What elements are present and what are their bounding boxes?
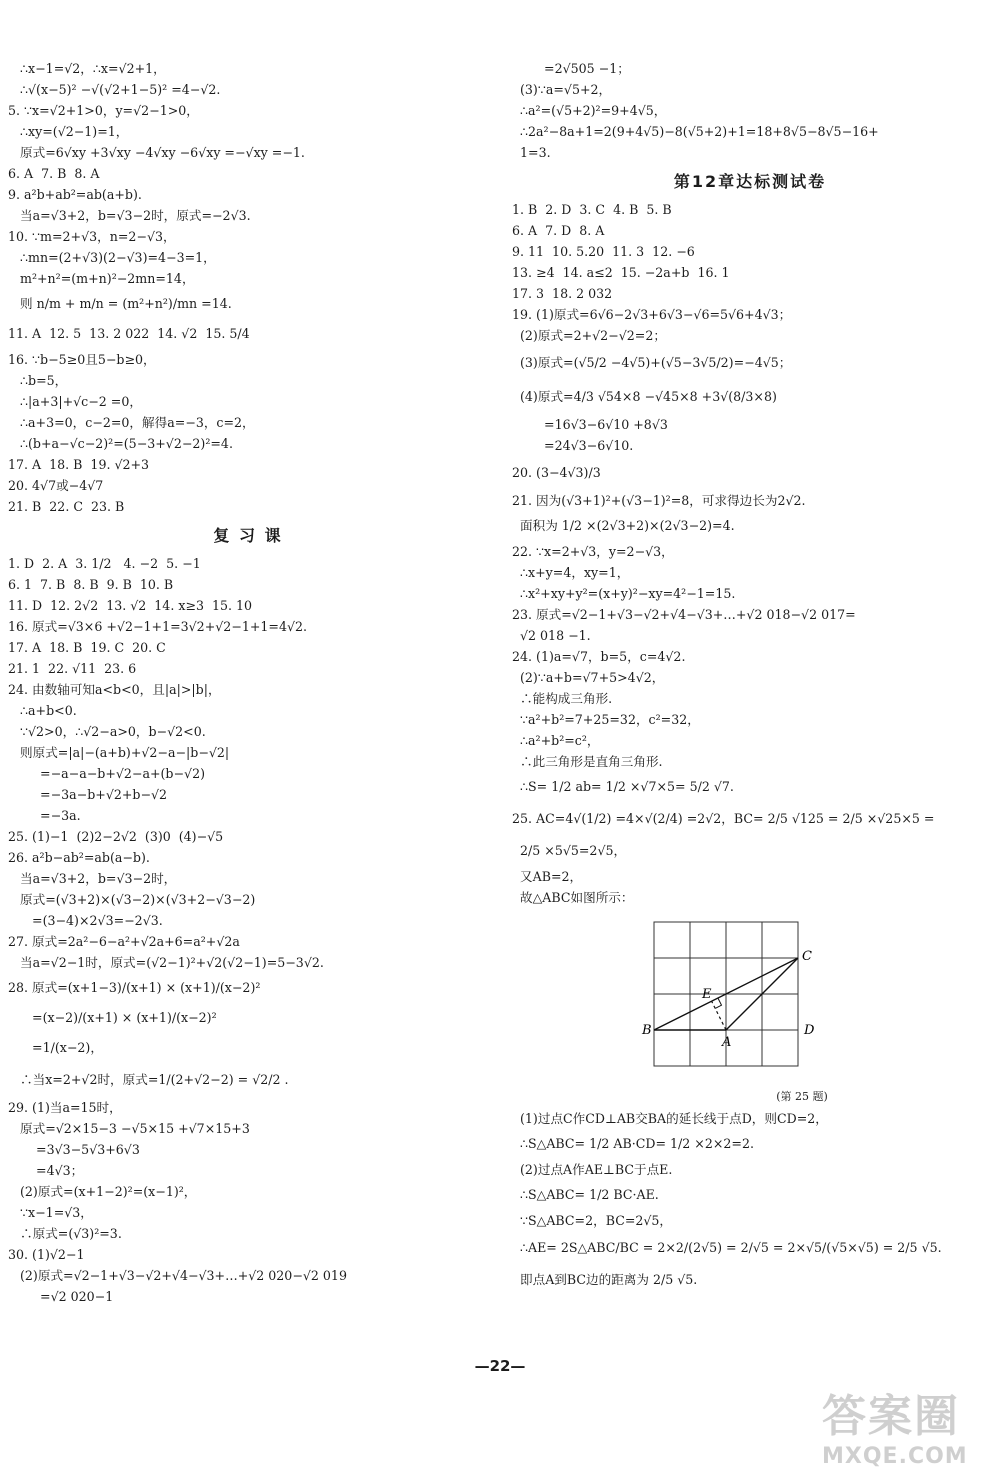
answer-line: 原式=(√3+2)×(√3−2)×(√3+2−√3−2) (8, 892, 256, 907)
answer-line: 11. D 12. 2√2 13. √2 14. x≥3 15. 10 (8, 598, 253, 613)
answer-line: (2)过点A作AE⊥BC于点E. (512, 1162, 673, 1177)
answer-line: =−3a−b+√2+b−√2 (8, 787, 168, 802)
section-title: 复 习 课 (213, 526, 283, 545)
answer-line: ∴AE= 2S△ABC/BC = 2×2/(2√5) = 2/√5 = 2×√5/(√5×√5) = 2/5 √5. (512, 1240, 942, 1255)
answer-line: 21. 1 22. √11 23. 6 (8, 661, 137, 676)
answer-line: 16. 原式=√3×6 +√2−1+1=3√2+√2−1+1=4√2. (8, 619, 308, 634)
answer-line: 9. 11 10. 5.20 11. 3 12. −6 (512, 244, 695, 259)
answer-line: (3)∵a=√5+2， (512, 82, 612, 97)
answer-line: 21. 因为(√3+1)²+(√3−1)²=8，可求得边长为2√2. (512, 493, 806, 508)
answer-line: 26. a²b−ab²=ab(a−b). (8, 850, 150, 865)
answer-line: 10. ∵m=2+√3，n=2−√3， (8, 229, 176, 244)
answer-line: 当a=√3+2，b=√3−2时，原式=−2√3. (8, 208, 251, 223)
answer-line: ∴(b+a−√c−2)²=(5−3+√2−2)²=4. (8, 436, 233, 451)
answer-line: 25. AC=4√(1/2) =4×√(2/4) =2√2，BC= 2/5 √125 = 2/5 ×√25×5 = (512, 811, 935, 826)
answer-line: =4√3； (8, 1163, 84, 1178)
answer-line: =(x−2)/(x+1) × (x+1)/(x−2)² (8, 1010, 217, 1025)
answer-line: 13. ≥4 14. a≤2 15. −2a+b 16. 1 (512, 265, 730, 280)
answer-line: ∴能构成三角形. (512, 691, 613, 706)
answer-line: 17. A 18. B 19. √2+3 (8, 457, 150, 472)
answer-line: m²+n²=(m+n)²−2mn=14， (8, 271, 195, 286)
answer-line: 11. A 12. 5 13. 2 022 14. √2 15. 5/4 (8, 326, 250, 341)
answer-line: =3√3−5√3+6√3 (8, 1142, 140, 1157)
answer-line: ∴x−1=√2，∴x=√2+1， (8, 61, 166, 76)
answer-line: ∴x+y=4，xy=1， (512, 565, 630, 580)
label-a: A (722, 1035, 732, 1050)
answer-line: 面积为 1/2 ×(2√3+2)×(2√3−2)=4. (512, 518, 735, 533)
answer-line: (1)过点C作CD⊥AB交BA的延长线于点D，则CD=2， (512, 1111, 828, 1126)
answer-line: 22. ∵x=2+√3，y=2−√3， (512, 544, 674, 559)
answer-line: ∵S△ABC=2，BC=2√5， (512, 1213, 673, 1228)
answer-line: 原式=√2×15−3 −√5×15 +√7×15+3 (8, 1121, 250, 1136)
answer-line: ∴a²+b²=c²， (512, 733, 600, 748)
answer-line: 25. (1)−1 (2)2−2√2 (3)0 (4)−√5 (8, 829, 224, 844)
answer-line: ∴a+b<0. (8, 703, 77, 718)
answer-line: 6. A 7. B 8. A (8, 166, 100, 181)
answer-line: =(3−4)×2√3=−2√3. (8, 913, 163, 928)
answer-line: =√2 020−1 (8, 1289, 114, 1304)
answer-line: 当a=√2−1时，原式=(√2−1)²+√2(√2−1)=5−3√2. (8, 955, 324, 970)
figure-caption: (第 25 题) (776, 1090, 828, 1103)
answer-line: 20. 4√7或−4√7 (8, 478, 104, 493)
answer-line: =−3a. (8, 808, 81, 823)
answer-line: ∴S△ABC= 1/2 AB·CD= 1/2 ×2×2=2. (512, 1136, 754, 1151)
answer-line: ∴√(x−5)² −√(√2+1−5)² =4−√2. (8, 82, 221, 97)
answer-line: ∴当x=2+√2时，原式=1/(2+√2−2) = √2/2 . (8, 1072, 289, 1087)
answer-line: ∴x²+xy+y²=(x+y)²−xy=4²−1=15. (512, 586, 736, 601)
answer-line: 故△ABC如图所示： (512, 890, 634, 905)
watermark-bottom: MXQE.COM (822, 1444, 968, 1469)
figure-25 (512, 912, 988, 1104)
left-column (8, 58, 488, 1307)
answer-line: ∴原式=(√3)²=3. (8, 1226, 122, 1241)
answer-line: √2 018 −1. (512, 628, 591, 643)
answer-line: 6. 1 7. B 8. B 9. B 10. B (8, 577, 174, 592)
answer-line: 则原式=|a|−(a+b)+√2−a−|b−√2| (8, 745, 230, 760)
answer-line: 即点A到BC边的距离为 2/5 √5. (512, 1272, 698, 1287)
answer-line: =24√3−6√10. (512, 438, 634, 453)
answer-line: ∴xy=(√2−1)=1， (8, 124, 129, 139)
answer-line: (2)原式=2+√2−√2=2； (512, 328, 666, 343)
answer-line: 又AB=2， (512, 869, 583, 884)
altitude-ae (712, 1001, 726, 1030)
answer-line: 1. B 2. D 3. C 4. B 5. B (512, 202, 672, 217)
label-c: C (802, 949, 812, 964)
watermark-top: 答案圈 (822, 1391, 960, 1442)
answer-line: ∴此三角形是直角三角形. (512, 754, 663, 769)
answer-line: ∴S△ABC= 1/2 BC·AE. (512, 1187, 659, 1202)
answer-line: 原式=6√xy +3√xy −4√xy −6√xy =−√xy =−1. (8, 145, 305, 160)
answer-line: 24. (1)a=√7，b=5，c=4√2. (512, 649, 686, 664)
answer-line: ∴b=5， (8, 373, 68, 388)
label-d: D (804, 1023, 815, 1038)
answer-line: 29. (1)当a=15时， (8, 1100, 122, 1115)
answer-line: (2)∵a+b=√7+5>4√2， (512, 670, 665, 685)
answer-line: (2)原式=√2−1+√3−√2+√4−√3+…+√2 020−√2 019 (8, 1268, 347, 1283)
answer-line: 23. 原式=√2−1+√3−√2+√4−√3+…+√2 018−√2 017= (512, 607, 856, 622)
answer-line: 17. A 18. B 19. C 20. C (8, 640, 166, 655)
answer-line: ∴a+3=0，c−2=0，解得a=−3，c=2， (8, 415, 255, 430)
answer-line: 27. 原式=2a²−6−a²+√2a+6=a²+√2a (8, 934, 240, 949)
section-title: 第12章达标测试卷 (673, 172, 827, 191)
label-b: B (642, 1023, 652, 1038)
answer-line: 5. ∵x=√2+1>0，y=√2−1>0， (8, 103, 199, 118)
answer-line: (2)原式=(x+1−2)²=(x−1)²， (8, 1184, 197, 1199)
answer-line: 则 n/m + m/n = (m²+n²)/mn =14. (8, 296, 232, 311)
answer-line: 16. ∵b−5≥0且5−b≥0， (8, 352, 156, 367)
answer-line: =1/(x−2)， (8, 1040, 103, 1055)
answer-line: 17. 3 18. 2 032 (512, 286, 613, 301)
answer-line: ∵x−1=√3， (8, 1205, 93, 1220)
answer-line: 1. D 2. A 3. 1/2 4. −2 5. −1 (8, 556, 201, 571)
answer-line: ∴S= 1/2 ab= 1/2 ×√7×5= 5/2 √7. (512, 779, 734, 794)
answer-line: =−a−a−b+√2−a+(b−√2) (8, 766, 205, 781)
answer-line: =16√3−6√10 +8√3 (512, 417, 668, 432)
answer-line: 24. 由数轴可知a<b<0，且|a|>|b|， (8, 682, 221, 697)
answer-line: 当a=√3+2，b=√3−2时， (8, 871, 177, 886)
answer-line: ∵a²+b²=7+25=32，c²=32， (512, 712, 700, 727)
answer-line: ∴mn=(2+√3)(2−√3)=4−3=1， (8, 250, 216, 265)
answer-line: =2√505 −1； (512, 61, 630, 76)
watermark (822, 1380, 992, 1469)
answer-line: ∴a²=(√5+2)²=9+4√5， (512, 103, 667, 118)
answer-line: 6. A 7. D 8. A (512, 223, 605, 238)
answer-line: 2/5 ×5√5=2√5， (512, 843, 627, 858)
answer-line: ∴2a²−8a+1=2(9+4√5)−8(√5+2)+1=18+8√5−8√5−16+ (512, 124, 879, 139)
answer-line: ∵√2>0，∴√2−a>0，b−√2<0. (8, 724, 206, 739)
page-number: —22— (474, 1357, 526, 1375)
answer-line: 30. (1)√2−1 (8, 1247, 85, 1262)
answer-line: 1=3. (512, 145, 551, 160)
answer-line: (4)原式=4/3 √54×8 −√45×8 +3√(8/3×8) (512, 389, 777, 404)
answer-line: 9. a²b+ab²=ab(a+b). (8, 187, 142, 202)
answer-line: ∴|a+3|+√c−2 =0， (8, 394, 142, 409)
answer-line: (3)原式=(√5/2 −4√5)+(√5−3√5/2)=−4√5； (512, 355, 792, 370)
label-e: E (702, 987, 712, 1002)
answer-line: 21. B 22. C 23. B (8, 499, 125, 514)
answer-line: 19. (1)原式=6√6−2√3+6√3−√6=5√6+4√3； (512, 307, 792, 322)
right-column (512, 58, 988, 1295)
answer-line: 20. (3−4√3)/3 (512, 465, 601, 480)
answer-line: 28. 原式=(x+1−3)/(x+1) × (x+1)/(x−2)² (8, 980, 261, 995)
grid-triangle-diagram (512, 912, 988, 1087)
